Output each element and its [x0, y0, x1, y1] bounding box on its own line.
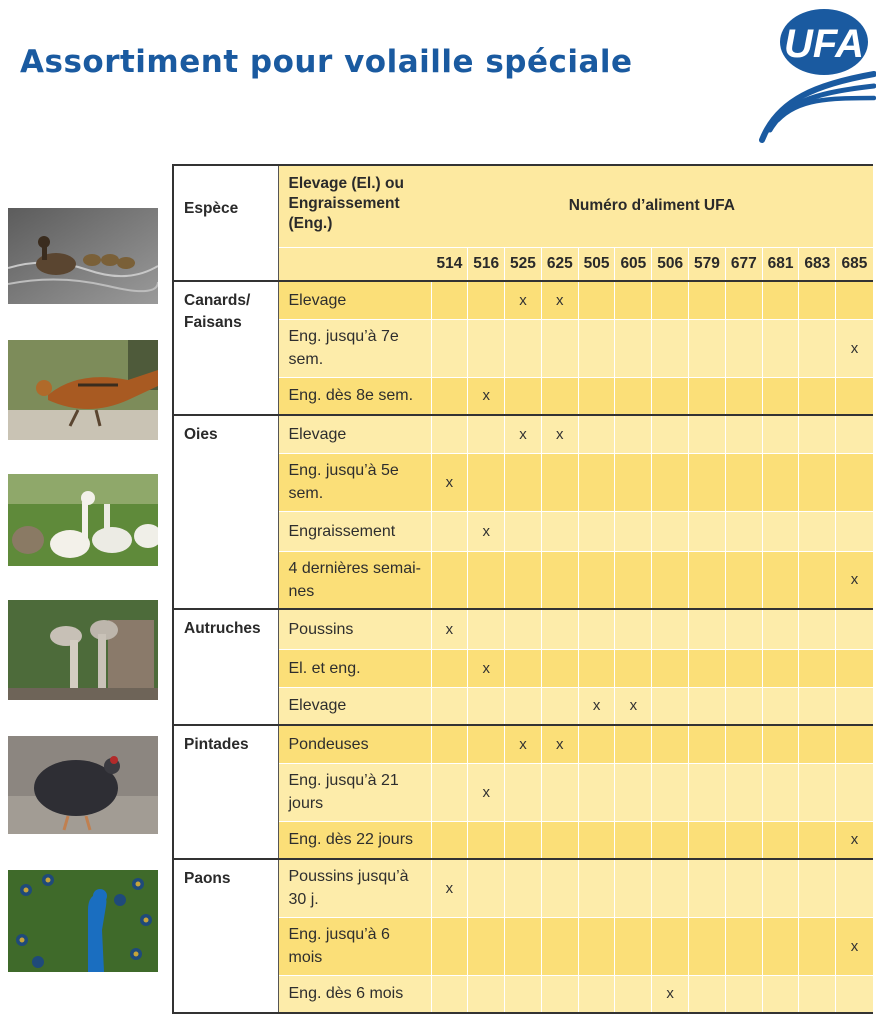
mark-cell-685	[836, 763, 873, 821]
mark-cell-525	[505, 551, 542, 609]
mark-cell-579	[689, 281, 726, 319]
mark-cell-506	[652, 821, 689, 859]
feed-code-625: 625	[541, 247, 578, 281]
mark-cell-505	[578, 609, 615, 649]
mark-cell-506	[652, 551, 689, 609]
mark-cell-683	[799, 511, 836, 551]
mark-cell-605	[615, 821, 652, 859]
table-row	[173, 319, 873, 377]
mark-cell-579	[689, 319, 726, 377]
mark-cell-579	[689, 687, 726, 725]
mark-cell-505	[578, 763, 615, 821]
mark-cell-605	[615, 975, 652, 1013]
mark-cell-605: x	[615, 687, 652, 725]
mark-cell-677	[725, 917, 762, 975]
mark-cell-605	[615, 281, 652, 319]
mark-cell-681	[762, 859, 799, 917]
table-row	[173, 453, 873, 511]
table-row	[173, 511, 873, 551]
usage-header: Elevage (El.) ou Engraissement (Eng.)	[278, 165, 431, 247]
mark-cell-579	[689, 763, 726, 821]
mark-cell-683	[799, 821, 836, 859]
mark-cell-506	[652, 377, 689, 415]
mark-cell-677	[725, 725, 762, 763]
table-row	[173, 725, 873, 763]
feed-code-505: 505	[578, 247, 615, 281]
mark-cell-514	[431, 319, 468, 377]
mark-cell-605	[615, 511, 652, 551]
mark-cell-625	[541, 975, 578, 1013]
mark-cell-506: x	[652, 975, 689, 1013]
table-row	[173, 649, 873, 687]
mark-cell-625	[541, 453, 578, 511]
feed-number-header: Numéro d’aliment UFA	[431, 165, 873, 247]
guinea-fowl-photo	[8, 736, 158, 834]
mark-cell-683	[799, 859, 836, 917]
usage-cell: Eng. dès 22 jours	[278, 821, 431, 859]
table-row	[173, 551, 873, 609]
mark-cell-514	[431, 281, 468, 319]
mark-cell-605	[615, 415, 652, 453]
mark-cell-516: x	[468, 763, 505, 821]
mark-cell-683	[799, 453, 836, 511]
usage-cell: Eng. dès 6 mois	[278, 975, 431, 1013]
mark-cell-516	[468, 917, 505, 975]
mark-cell-681	[762, 551, 799, 609]
mark-cell-514	[431, 649, 468, 687]
mark-cell-514	[431, 511, 468, 551]
peacock-photo	[8, 870, 158, 972]
mark-cell-681	[762, 763, 799, 821]
mark-cell-525	[505, 511, 542, 551]
ufa-logo	[758, 4, 876, 144]
mark-cell-514	[431, 377, 468, 415]
table-row	[173, 281, 873, 319]
mark-cell-605	[615, 917, 652, 975]
mark-cell-505	[578, 551, 615, 609]
mark-cell-681	[762, 377, 799, 415]
mark-cell-605	[615, 609, 652, 649]
mark-cell-677	[725, 511, 762, 551]
mark-cell-506	[652, 725, 689, 763]
mark-cell-683	[799, 415, 836, 453]
mark-cell-514	[431, 687, 468, 725]
mark-cell-505: x	[578, 687, 615, 725]
mark-cell-677	[725, 551, 762, 609]
mark-cell-525: x	[505, 281, 542, 319]
mark-cell-625: x	[541, 725, 578, 763]
mark-cell-525	[505, 377, 542, 415]
mark-cell-685	[836, 415, 873, 453]
mark-cell-506	[652, 319, 689, 377]
mark-cell-681	[762, 511, 799, 551]
mark-cell-677	[725, 609, 762, 649]
mark-cell-625	[541, 649, 578, 687]
mark-cell-579	[689, 453, 726, 511]
mark-cell-625	[541, 917, 578, 975]
mark-cell-605	[615, 763, 652, 821]
mark-cell-579	[689, 859, 726, 917]
mark-cell-516: x	[468, 377, 505, 415]
mark-cell-685	[836, 281, 873, 319]
mark-cell-681	[762, 917, 799, 975]
mark-cell-505	[578, 281, 615, 319]
feed-code-579: 579	[689, 247, 726, 281]
mark-cell-625	[541, 763, 578, 821]
mark-cell-605	[615, 551, 652, 609]
feed-code-685: 685	[836, 247, 873, 281]
mark-cell-514	[431, 725, 468, 763]
mark-cell-677	[725, 649, 762, 687]
mark-cell-625	[541, 687, 578, 725]
mark-cell-505	[578, 649, 615, 687]
mark-cell-677	[725, 821, 762, 859]
mark-cell-506	[652, 511, 689, 551]
mark-cell-605	[615, 859, 652, 917]
mark-cell-525	[505, 975, 542, 1013]
table-row	[173, 609, 873, 649]
mark-cell-685	[836, 687, 873, 725]
mark-cell-683	[799, 377, 836, 415]
mark-cell-681	[762, 609, 799, 649]
feed-code-516: 516	[468, 247, 505, 281]
mark-cell-605	[615, 725, 652, 763]
mark-cell-579	[689, 377, 726, 415]
usage-cell: Elevage	[278, 415, 431, 453]
mark-cell-685	[836, 649, 873, 687]
mark-cell-605	[615, 377, 652, 415]
mark-cell-681	[762, 281, 799, 319]
mark-cell-506	[652, 281, 689, 319]
mark-cell-683	[799, 551, 836, 609]
mark-cell-579	[689, 917, 726, 975]
mark-cell-525	[505, 649, 542, 687]
mark-cell-681	[762, 975, 799, 1013]
mark-cell-605	[615, 319, 652, 377]
mark-cell-516: x	[468, 649, 505, 687]
feed-code-506: 506	[652, 247, 689, 281]
table-row	[173, 859, 873, 917]
mark-cell-516	[468, 609, 505, 649]
mark-cell-516	[468, 821, 505, 859]
mark-cell-625: x	[541, 281, 578, 319]
mark-cell-505	[578, 415, 615, 453]
mark-cell-514	[431, 917, 468, 975]
feed-code-514: 514	[431, 247, 468, 281]
mark-cell-681	[762, 415, 799, 453]
mark-cell-579	[689, 649, 726, 687]
mark-cell-685	[836, 609, 873, 649]
mark-cell-625	[541, 319, 578, 377]
mark-cell-685	[836, 859, 873, 917]
mark-cell-677	[725, 453, 762, 511]
duck-family-photo	[8, 208, 158, 304]
mark-cell-677	[725, 859, 762, 917]
usage-cell: Eng. jusqu’à 6 mois	[278, 917, 431, 975]
mark-cell-677	[725, 281, 762, 319]
mark-cell-605	[615, 649, 652, 687]
ostrich-photo	[8, 600, 158, 700]
mark-cell-681	[762, 453, 799, 511]
usage-cell: El. et eng.	[278, 649, 431, 687]
table-row	[173, 763, 873, 821]
mark-cell-677	[725, 763, 762, 821]
mark-cell-579	[689, 725, 726, 763]
mark-cell-681	[762, 649, 799, 687]
mark-cell-605	[615, 453, 652, 511]
mark-cell-685	[836, 725, 873, 763]
mark-cell-505	[578, 917, 615, 975]
mark-cell-506	[652, 917, 689, 975]
mark-cell-525	[505, 917, 542, 975]
mark-cell-677	[725, 319, 762, 377]
usage-cell: Pondeuses	[278, 725, 431, 763]
mark-cell-625	[541, 859, 578, 917]
mark-cell-625	[541, 821, 578, 859]
usage-cell: Elevage	[278, 687, 431, 725]
mark-cell-516	[468, 453, 505, 511]
feed-code-605: 605	[615, 247, 652, 281]
mark-cell-516	[468, 975, 505, 1013]
mark-cell-505	[578, 511, 615, 551]
species-cell: Paons	[173, 859, 278, 1013]
mark-cell-683	[799, 763, 836, 821]
mark-cell-625: x	[541, 415, 578, 453]
mark-cell-677	[725, 687, 762, 725]
mark-cell-525	[505, 609, 542, 649]
table-row	[173, 377, 873, 415]
mark-cell-685: x	[836, 821, 873, 859]
table-row	[173, 917, 873, 975]
pheasant-photo	[8, 340, 158, 440]
mark-cell-677	[725, 975, 762, 1013]
species-header: Espèce	[173, 165, 278, 281]
mark-cell-579	[689, 975, 726, 1013]
mark-cell-525: x	[505, 415, 542, 453]
usage-cell: Poussins jusqu’à 30 j.	[278, 859, 431, 917]
table-row	[173, 975, 873, 1013]
species-cell: Pintades	[173, 725, 278, 859]
usage-cell: Eng. jusqu’à 21 jours	[278, 763, 431, 821]
mark-cell-506	[652, 687, 689, 725]
table-row	[173, 415, 873, 453]
feed-table	[172, 164, 873, 1014]
mark-cell-683	[799, 687, 836, 725]
mark-cell-685	[836, 377, 873, 415]
usage-cell: Eng. dès 8e sem.	[278, 377, 431, 415]
mark-cell-625	[541, 609, 578, 649]
mark-cell-505	[578, 725, 615, 763]
mark-cell-505	[578, 453, 615, 511]
mark-cell-514	[431, 821, 468, 859]
mark-cell-506	[652, 453, 689, 511]
mark-cell-579	[689, 551, 726, 609]
feed-code-683: 683	[799, 247, 836, 281]
mark-cell-685: x	[836, 319, 873, 377]
usage-cell: Engraissement	[278, 511, 431, 551]
mark-cell-514: x	[431, 859, 468, 917]
mark-cell-516	[468, 415, 505, 453]
mark-cell-681	[762, 725, 799, 763]
mark-cell-683	[799, 609, 836, 649]
mark-cell-677	[725, 377, 762, 415]
mark-cell-683	[799, 975, 836, 1013]
mark-cell-506	[652, 859, 689, 917]
mark-cell-579	[689, 609, 726, 649]
mark-cell-683	[799, 649, 836, 687]
usage-header-blank	[278, 247, 431, 281]
mark-cell-681	[762, 319, 799, 377]
usage-cell: Eng. jusqu’à 5e sem.	[278, 453, 431, 511]
mark-cell-516: x	[468, 511, 505, 551]
mark-cell-514	[431, 415, 468, 453]
mark-cell-681	[762, 821, 799, 859]
ufa-logo-text: UFA	[784, 22, 864, 66]
mark-cell-579	[689, 415, 726, 453]
mark-cell-506	[652, 609, 689, 649]
mark-cell-525	[505, 319, 542, 377]
mark-cell-514	[431, 551, 468, 609]
mark-cell-683	[799, 917, 836, 975]
mark-cell-579	[689, 511, 726, 551]
mark-cell-505	[578, 975, 615, 1013]
mark-cell-516	[468, 859, 505, 917]
mark-cell-685	[836, 453, 873, 511]
table-row	[173, 687, 873, 725]
mark-cell-525	[505, 453, 542, 511]
mark-cell-625	[541, 551, 578, 609]
feed-code-677: 677	[725, 247, 762, 281]
mark-cell-625	[541, 511, 578, 551]
geese-photo	[8, 474, 158, 566]
mark-cell-625	[541, 377, 578, 415]
mark-cell-525	[505, 859, 542, 917]
mark-cell-514	[431, 975, 468, 1013]
usage-cell: Eng. jusqu’à 7e sem.	[278, 319, 431, 377]
mark-cell-516	[468, 281, 505, 319]
feed-code-525: 525	[505, 247, 542, 281]
mark-cell-506	[652, 415, 689, 453]
mark-cell-683	[799, 319, 836, 377]
mark-cell-683	[799, 281, 836, 319]
mark-cell-681	[762, 687, 799, 725]
mark-cell-685	[836, 511, 873, 551]
mark-cell-516	[468, 319, 505, 377]
mark-cell-677	[725, 415, 762, 453]
mark-cell-505	[578, 377, 615, 415]
mark-cell-525: x	[505, 725, 542, 763]
mark-cell-514: x	[431, 609, 468, 649]
mark-cell-516	[468, 687, 505, 725]
table-row	[173, 821, 873, 859]
mark-cell-505	[578, 319, 615, 377]
usage-cell: Elevage	[278, 281, 431, 319]
mark-cell-516	[468, 725, 505, 763]
mark-cell-525	[505, 763, 542, 821]
mark-cell-685	[836, 975, 873, 1013]
mark-cell-505	[578, 821, 615, 859]
usage-cell: Poussins	[278, 609, 431, 649]
mark-cell-516	[468, 551, 505, 609]
species-cell: Autruches	[173, 609, 278, 725]
page-title: Assortiment pour volaille spéciale	[20, 44, 633, 80]
mark-cell-514	[431, 763, 468, 821]
mark-cell-506	[652, 763, 689, 821]
species-cell: Oies	[173, 415, 278, 609]
mark-cell-579	[689, 821, 726, 859]
species-cell: Canards/ Faisans	[173, 281, 278, 415]
mark-cell-685: x	[836, 917, 873, 975]
mark-cell-505	[578, 859, 615, 917]
mark-cell-685: x	[836, 551, 873, 609]
mark-cell-525	[505, 687, 542, 725]
mark-cell-514: x	[431, 453, 468, 511]
feed-code-681: 681	[762, 247, 799, 281]
mark-cell-683	[799, 725, 836, 763]
mark-cell-506	[652, 649, 689, 687]
mark-cell-525	[505, 821, 542, 859]
usage-cell: 4 dernières semai-nes	[278, 551, 431, 609]
